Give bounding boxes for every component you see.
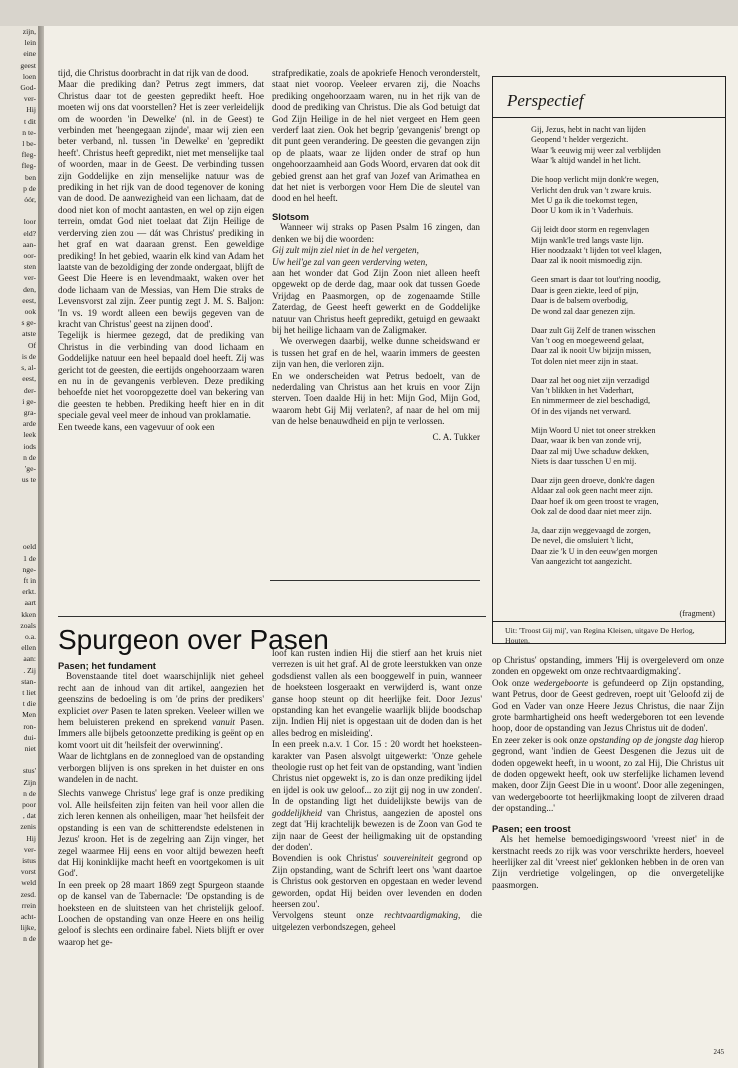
margin-fragment: stus' <box>22 766 36 776</box>
margin-fragment: arde <box>22 419 36 429</box>
paragraph: En zeer zeker is ook onze opstanding op de jongste dag hierop gegrond, want 'indien de Geest Desgenen die Jezus uit de doden opgewekt heeft, in u woont, zo zal Hij, Die Christus uit de doden opgewekt heeft, ook uw sterfelijke lichamen levend maken, door Zijn Geest Die in u woont'. Door alle zegeningen, van wedergeboorte tot heerlijkmaking loopt de zilveren draad der opstanding...' <box>492 734 724 814</box>
paragraph: En we onderscheiden wat Petrus bedoelt, van de nederdaling van Christus aan het kruis en voor Zijn sterven. Toen daalde Hij in het: Mijn God, Mijn God, waarom hebt Gij Mij verlaten?, af naar de hel om mij van de helse benauwdheid en pijn te verlossen. <box>272 370 480 427</box>
margin-fragment: ft in <box>23 575 36 585</box>
margin-fragment: ook <box>24 307 36 317</box>
previous-page-text-fragments <box>0 26 40 945</box>
margin-fragment: ver- <box>23 273 36 283</box>
margin-fragment: dui- <box>23 732 36 742</box>
article-column-3 <box>492 655 724 891</box>
paragraph: Een tweede kans, een vagevuur of ook een <box>58 421 215 432</box>
poem-stanza <box>531 175 721 217</box>
margin-fragment: n de <box>23 788 36 798</box>
margin-fragment: istus <box>22 856 36 866</box>
poem-line: Gij, Jezus, hebt in nacht van lijden <box>531 125 646 134</box>
poem-line: Van 't oog en moegeweend gelaat, <box>531 335 645 345</box>
poem-line: Waar 'k eeuwig mij weer zal verblijden <box>531 145 661 155</box>
poem-line: Aldaar zal ook geen nacht meer zijn. <box>531 486 653 496</box>
poem-line: Van 't blikken in het Vaderhart, <box>531 386 634 396</box>
poem-line: Verlicht den druk van 't zware kruis. <box>531 185 652 195</box>
poem-stanza <box>531 526 721 568</box>
poem-line: Met U ga ik die toekomst tegen, <box>531 195 638 205</box>
top-column-2 <box>272 68 480 443</box>
margin-fragment: fleg- <box>21 161 36 171</box>
poem-line: Die hoop verlicht mijn donk're wegen, <box>531 175 659 185</box>
margin-fragment: loen <box>22 71 36 81</box>
author-signature: C. A. Tukker <box>432 431 480 442</box>
margin-fragment: , dat <box>22 811 36 821</box>
margin-fragment: sten <box>23 262 36 272</box>
margin-fragment: zenis <box>20 822 36 832</box>
poem-line: Daar hoef ik om geen troost te vragen, <box>531 496 659 506</box>
poem-line: Daar zult Gij Zelf de tranen wisschen <box>531 325 656 335</box>
paragraph: Bovendien is ook Christus' souvereiniteit gegrond op Zijn opstanding, want de Schrift leert ons 'want daartoe is Christus ook gestorven en opgestaan en weder levend geworden, opdat Hij beiden over levenden en doden heersen zou'. <box>272 853 482 909</box>
margin-fragment <box>0 508 36 519</box>
poem-stanza <box>531 426 721 468</box>
margin-fragment: ron- <box>23 721 36 731</box>
article-column-1 <box>58 658 264 948</box>
paragraph: Ook onze wedergeboorte is gefundeerd op Zijn opstanding, want Petrus, door de Geest gedreven, roept uit 'Geloofd zij de God en Vader van onze Heere Jezus Christus, die naar Zijn grote barmhartigheid ons heeft wedergeboren tot een levende hoop, door de opstanding van Jezus Christus uit de doden'. <box>492 677 724 734</box>
margin-fragment: t die <box>22 699 36 709</box>
poem-line: Daar is de balsem overbodig, <box>531 296 628 306</box>
poem-line: Daar zie 'k U in den eeuw'gen morgen <box>531 546 658 556</box>
poem-line: Geen smart is daar tot lout'ring noodig, <box>531 275 661 285</box>
poem <box>531 125 721 576</box>
margin-fragment: zoals <box>20 620 36 630</box>
poem-line: Daar zal ik nooit Uw bijzijn missen, <box>531 346 652 356</box>
box-divider <box>493 621 725 622</box>
paragraph: Tegelijk is hiermee gezegd, dat de prediking van Christus in die verbinding van dood lichaam en Goddelijke natuur een heel bepaald doel heeft. Zij was gericht tot de geesten, die eertijds ongehoorzaam waren en nu in de gevangenis verbleven. Deze prediking behoefde niet het vooropgezette doel van bekering van die geesten te hebben. Prediking heeft hier en in dit speciale geval veel meer de inhoud van proklamatie. <box>58 330 264 421</box>
margin-fragment: zesd. <box>20 889 36 899</box>
paragraph: Vervolgens steunt onze rechtvaardigmaking, die uitgelezen verbondszegen, geheel <box>272 910 482 932</box>
poem-line: Gij leidt door storm en regenvlagen <box>531 225 650 235</box>
margin-fragment: erkt. <box>22 587 36 597</box>
margin-fragment <box>0 530 36 541</box>
margin-fragment: Hij <box>26 105 36 115</box>
poem-line: Door U kom ik in 't Vaderhuis. <box>531 206 634 216</box>
margin-fragment: leek <box>23 430 36 440</box>
poem-line: Waar 'k altijd wandel in het licht. <box>531 156 641 166</box>
paragraph: tijd, die Christus doorbracht in dat rijk van de dood. <box>58 68 249 78</box>
margin-fragment: aart <box>24 598 36 608</box>
margin-fragment: loor <box>23 217 36 227</box>
margin-fragment: n te- <box>22 127 36 137</box>
poem-line: Hier noodzaakt 't lijden tot veel klagen, <box>531 246 662 256</box>
margin-fragment: ben <box>25 172 36 182</box>
poem-line: Daar zal het oog niet zijn verzadigd <box>531 375 650 385</box>
margin-fragment: aan: <box>23 654 36 664</box>
poem-line: Daar is geen ziekte, leed of pijn, <box>531 285 639 295</box>
margin-fragment: 'ge- <box>24 463 36 473</box>
margin-fragment: . Zij <box>23 665 36 675</box>
margin-fragment: 1 de <box>23 553 36 563</box>
margin-fragment: niet <box>24 744 36 753</box>
poem-line: Tot dolen niet meer zijn in staat. <box>531 356 639 366</box>
margin-fragment: n de <box>23 934 36 944</box>
margin-fragment: o.a. <box>25 631 36 641</box>
margin-fragment: is de <box>21 351 36 361</box>
margin-fragment: n de <box>23 452 36 462</box>
poem-line: Daar zal ik nooit mismoedig zijn. <box>531 256 643 266</box>
paragraph: Wanneer wij straks op Pasen Psalm 16 zingen, dan denken we bij die woorden: Gij zult mijn ziel niet in de hel vergeten, Uw heil'ge zal van geen verderving weten, aan het wonder dat God Zijn Zoon niet alleen heeft opgewekt op de derde dag, maar ook dat tussen Goede Vrijdag en Paasmorgen, op de zogenaamde Stille Zaterdag, de Geest heeft gewerkt en de Goddelijke natuur van Christus heeft gepredikt, getuigd en gewaakt bij het heilige lichaam van de Zaligmaker. <box>272 222 480 335</box>
margin-fragment: rrein <box>21 900 36 910</box>
poem-line: Daar, waar ik ben van zonde vrij, <box>531 436 642 446</box>
paragraph: Bovenstaande titel doet waarschijnlijk niet geheel recht aan de inhoud van dit artikel, aangezien het geenszins de bedoeling is om 'de prins der predikers' expliciet over Pasen te laten spreken. Veeleer willen we hem beluisteren prekend en sprekend vanuit Pasen. Immers alle bijbels getoonzette prediking is geënt op en komt voort uit dit 'heilsfeit der overwinning'. <box>58 671 264 750</box>
margin-fragment: vorst <box>20 867 36 877</box>
margin-fragment: ver- <box>23 94 36 104</box>
margin-fragment: geest <box>20 60 36 70</box>
margin-fragment: lein <box>24 38 36 48</box>
top-column-1 <box>58 68 264 433</box>
previous-page-margin <box>0 26 40 1068</box>
margin-fragment: acht- <box>20 912 36 922</box>
margin-fragment: lijke, <box>20 923 36 933</box>
paragraph: op Christus' opstanding, immers 'Hij is overgeleverd om onze zonden en opgewekt om onze rechtvaardigmaking'. <box>492 655 724 677</box>
margin-fragment: den, <box>23 284 36 294</box>
margin-fragment: Zijn <box>23 777 36 787</box>
poem-line: Niets is daar tusschen U en mij. <box>531 456 637 466</box>
margin-fragment: Men <box>22 710 36 720</box>
margin-fragment: ver- <box>23 844 36 854</box>
margin-fragment: fleg- <box>21 150 36 160</box>
margin-fragment: eld? <box>23 228 36 238</box>
margin-fragment: nge- <box>22 564 36 574</box>
divider-line <box>270 580 480 581</box>
poem-stanza <box>531 376 721 418</box>
poem-stanza <box>531 476 721 518</box>
margin-fragment: eine <box>23 49 36 59</box>
margin-fragment: s, al- <box>21 363 36 373</box>
margin-fragment: us te <box>21 475 36 485</box>
margin-fragment <box>0 205 36 216</box>
perspectief-box <box>492 76 726 644</box>
poem-line: Of in des vijands net verward. <box>531 406 631 416</box>
poem-stanza <box>531 275 721 317</box>
poem-stanza <box>531 326 721 368</box>
poem-stanza <box>531 225 721 267</box>
margin-fragment: t dit <box>23 116 36 126</box>
margin-fragment: s ge- <box>21 318 36 328</box>
margin-fragment <box>0 497 36 508</box>
paragraph: Maar die prediking dan? Petrus zegt immers, dat Christus daar tot de geesten gepredikt heeft. Hoe moeten wij ons dat voorstellen? Het is zeer verleidelijk om de woorden 'in Dewelke' (nl. in de Geest) te verbinden met 'heengegaan zijnde', maar wij zien een beter verband, nl. tussen 'in Dewelke' en 'gepredikt heeft'. Christus heeft gepredikt, niet met menselijke taal of woorden, maar in de Geest. De verbinding tussen zijn Goddelijke en zijn menselijke natuur was de prediking in het rijk van de dood tegenover de koning van de dood. De aanwezigheid van een lichaam, dat de dood niet kon of mocht aantasten, en wel op zijn eigen terrein, omdat God niet toelaat dat Zijn Heilige de verderving zien zou — dát was Christus' prediking in het graf en wat daaraan grenst. Een geweldige prediking! In het gebied, waarin elk kind van Adam het laatste van de bezoldiging der zonde ondergaat, blijft de Geest Die Heere is en levendmaakt, waken over het dode lichaam van de Messias, van Hem Die straks de Levensvorst zal zijn. Zeer puntig zegt J. M. S. Baljon: 'In vs. 19 wordt alleen een bewijs gegeven van de kracht van Christus' geest na zijnen dood'. <box>58 79 264 329</box>
poem-line: Van aangezicht tot aangezicht. <box>531 557 632 567</box>
margin-fragment: weld <box>21 878 36 888</box>
box-divider <box>493 117 725 118</box>
poem-stanza <box>531 125 721 167</box>
article-column-2 <box>272 648 482 933</box>
margin-fragment: oeld <box>22 542 36 552</box>
margin-fragment: eest, <box>22 295 36 305</box>
margin-fragment: atste <box>22 329 36 339</box>
poem-line: Daar zal mij Uwe schaduw dekken, <box>531 446 649 456</box>
poem-line: Mijn wank'le tred langs vaste lijn. <box>531 235 644 245</box>
margin-fragment: eest, <box>22 374 36 384</box>
margin-fragment: gra- <box>23 407 36 417</box>
paragraph: We overwegen daarbij, welke dunne scheidswand er is tussen het graf en de hel, waarin immers de geesten zijn van hen, die verloren zijn. <box>272 336 480 370</box>
margin-fragment: t liet <box>22 687 36 697</box>
section-heading: Pasen; een troost <box>492 822 571 834</box>
margin-fragment: poor <box>22 800 36 810</box>
margin-fragment: p de <box>23 183 36 193</box>
margin-fragment: l be- <box>22 139 36 149</box>
fragment-note: (fragment) <box>679 609 715 618</box>
poem-credit: Uit: 'Troost Gij mij', van Regina Kleisen, uitgave De Herlog, Houten. <box>505 626 695 645</box>
margin-fragment: oor- <box>23 251 36 261</box>
divider-line <box>58 616 486 617</box>
poem-line: De wond zal daar genezen zijn. <box>531 306 636 316</box>
page-number: 245 <box>713 1048 724 1056</box>
paragraph: Slechts vanwege Christus' lege graf is onze prediking vol. Alle heilsfeiten zijn feiten van heil voor allen die zich leren kennen als onheiligen, maar 'het heilsfeit der opstanding is een van de schitterendste edelstenen in Jezus' kroon. Het is de zegelring aan Zijn vinger, het zegel waarmee Hij eens en voor altijd bewezen heeft dat Hij koninklijke macht heeft en voortgekomen is uit God'. <box>58 788 264 879</box>
poem-line: Geopend 't helder vergezicht. <box>531 135 629 145</box>
article-title: Spurgeon over Pasen <box>58 624 329 655</box>
paragraph: In een preek op 28 maart 1869 zegt Spurgeon staande op de kansel van de Tabernacle: 'De opstanding is de hoeksteen en de sluitsteen van het christelijk geloof. Loochen de opstanding van onze Heere en ons heilig geloof is slechts een ordinaire fabel. Niets blijft er over waarop het ge- <box>58 879 264 947</box>
margin-fragment: stan- <box>21 676 36 686</box>
margin-fragment: kken <box>21 609 36 619</box>
poem-line: Ook zal de dood daar niet meer zijn. <box>531 507 652 517</box>
margin-fragment <box>0 519 36 530</box>
paragraph: strafpredikatie, zoals de apokriefe Henoch veronderstelt, staat niet voorop. Veeleer ervaren zij, die Noachs prediking ongehoorzaam waren, nu in het rijk van de dood de prediking van Christus. Die als God betuigt dat God Zijn Heilige in de hel niet vergeet en Hem geen verderf laat zien. Ook het begrip 'gevangenis' brengt op dit punt geen verandering. De geesten die gevangen zijn op de plaats, waar ze lijden onder de straf op hun ongehoorzaamheid aan Gods Woord, ervaren dat ook dit gebied grenst aan het graf van Jozef van Arimathea en dat het niet is verborgen voor Hem Die de sleutel van dood en hel heeft. <box>272 68 480 204</box>
margin-fragment: aan- <box>22 239 36 249</box>
margin-fragment: der- <box>23 385 36 395</box>
margin-fragment <box>0 754 36 765</box>
poem-line: En nimmermeer de ziel beschadigd, <box>531 396 651 406</box>
paragraph: Waar de lichtglans en de zonnegloed van de opstanding verborgen blijven is ons spreken in het duister en ons wandelen in de nacht. <box>58 751 264 785</box>
margin-fragment: zijn, <box>22 27 36 36</box>
poem-line: Mijn Woord U niet tot oneer strekken <box>531 425 656 435</box>
margin-fragment: iods <box>23 441 36 451</box>
margin-fragment: God- <box>20 83 36 93</box>
section-heading: Pasen; het fundament <box>58 660 156 671</box>
margin-fragment: Of <box>27 340 36 350</box>
margin-fragment: ellen <box>21 643 36 653</box>
paragraph: loof kan rusten indien Hij die stierf aan het kruis niet verrezen is uit het graf. Al de grote leerstukken van onze godsdienst vallen als een booggewelf in puin, wanneer de hoeksteen losgeraakt en verwijderd is, want onze ganse hoop steunt op dit heerlijke feit. Door Jezus' opstanding kan het evangelie waarlijk blijde boodschap zijn. Indien Hij niet is opgestaan uit de doden dan is het alles bedrog en misleiding'. <box>272 648 482 738</box>
poem-line: Daar zijn geen droeve, donk're dagen <box>531 475 655 485</box>
poem-line: Ja, daar zijn weggevaagd de zorgen, <box>531 526 651 535</box>
paragraph: In een preek n.a.v. 1 Cor. 15 : 20 wordt het hoeksteen-karakter van Pasen alsvolgt uitgewerkt: 'Onze gehele theologie rust op het feit van de opstanding, want 'indien Christus niet opgewekt is, zo is dan onze prediking ijdel en ijdel is ook uw geloof... zo zijt gij nog in uw zonden'. In de opstanding ligt het duidelijkste bewijs van de goddelijkheid van Christus, aangezien de apostel ons zegt dat 'Hij krachtelijk bewezen is de Zoon van God te zijn naar de Geest der heiligmaking uit de opstanding der doden'. <box>272 739 482 852</box>
paragraph: Als het hemelse bemoedigingswoord 'vreest niet' in de kerstnacht reeds zo rijk was voor verschrikte herders, hoeveel heerlijker zal dit 'vreest niet' geklonken hebben in de oren van Zijn verdrietige volgelingen, op die onvergetelijke paasmorgen. <box>492 834 724 890</box>
margin-fragment: Hij <box>26 833 36 843</box>
box-title: Perspectief <box>507 91 584 110</box>
poem-line: De nevel, die omsluiert 't licht, <box>531 536 634 546</box>
margin-fragment: óór, <box>24 195 36 205</box>
margin-fragment: i ge- <box>22 396 36 406</box>
section-heading-slotsom: Slotsom <box>272 210 309 222</box>
margin-fragment <box>0 485 36 496</box>
